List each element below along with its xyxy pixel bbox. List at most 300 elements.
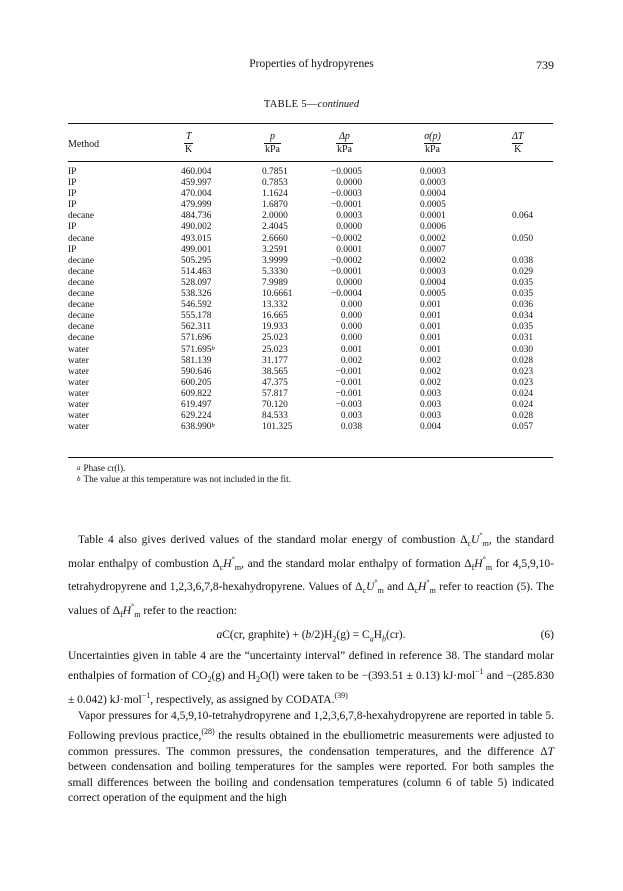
cell-sigma-p-value: 0.001 [420, 333, 442, 344]
cell-temperature [181, 189, 211, 200]
header-delta-t-symbol: ΔT [512, 131, 524, 142]
cell-temperature-value: 499.001 [181, 244, 212, 255]
table-row [0, 189, 623, 200]
cell-sigma-p [420, 300, 441, 311]
table-row [0, 289, 623, 300]
cell-temperature [181, 234, 211, 245]
cell-pressure [262, 245, 288, 256]
cell-pressure-value: 47.375 [262, 377, 288, 388]
cell-method [68, 378, 89, 389]
table-footnotes [77, 463, 291, 485]
paragraph-uncertainties [68, 649, 554, 709]
cell-temperature-value: 459.997 [181, 178, 212, 189]
text-run: ° [479, 531, 483, 540]
cell-pressure-value: 1.1624 [262, 189, 288, 200]
table-row [0, 178, 623, 189]
cell-temperature-value: 600.205 [181, 377, 212, 388]
cell-delta-p-value: −0.0004 [330, 289, 362, 300]
cell-delta-t [512, 378, 533, 389]
table-row [0, 234, 623, 245]
cell-sigma-p-value: 0.0005 [420, 200, 446, 211]
cell-sigma-p-value: 0.004 [420, 422, 442, 433]
cell-temperature-value: 490.002 [181, 222, 212, 233]
table-row [0, 311, 623, 322]
cell-temperature-value: 484.736 [181, 211, 212, 222]
text-run: H [418, 581, 427, 594]
cell-delta-p-value: 0.038 [340, 422, 362, 433]
text-run: Table 4 also gives derived values of the standard molar energy of combustion Δ [78, 533, 468, 546]
cell-method-value: water [68, 411, 89, 422]
table-row [0, 356, 623, 367]
cell-pressure-value: 38.565 [262, 366, 288, 377]
cell-pressure-value: 31.177 [262, 355, 288, 366]
cell-temperature [181, 300, 211, 311]
text-run: , respectively, as assigned by CODATA. [150, 694, 335, 707]
cell-pressure-value: 13.332 [262, 300, 288, 311]
text-run: (g) = C [336, 628, 370, 641]
cell-sigma-p [420, 200, 446, 211]
text-run: ° [231, 554, 235, 564]
cell-method-value: IP [68, 167, 77, 177]
cell-temperature-value: 581.139 [181, 355, 212, 366]
text-run: refer to reaction (5). The values of Δ [68, 581, 554, 617]
cell-method-value: decane [68, 255, 95, 266]
table-caption [0, 99, 623, 110]
text-run: c [362, 586, 367, 596]
cell-sigma-p [420, 211, 446, 222]
cell-method [68, 400, 89, 411]
table-row [0, 300, 623, 311]
cell-delta-p [322, 245, 362, 256]
text-run: H [122, 604, 132, 617]
cell-pressure-value: 0.7853 [262, 178, 288, 189]
cell-pressure [262, 389, 288, 400]
cell-delta-t-value: 0.034 [512, 311, 534, 322]
cell-pressure [262, 189, 288, 200]
cell-delta-p-value: −0.0001 [330, 266, 362, 277]
footnote-marker: b [211, 344, 215, 352]
cell-delta-p-value: −0.0003 [330, 189, 362, 200]
cell-delta-t-value: 0.024 [512, 399, 534, 410]
cell-delta-p-value: 0.0000 [336, 222, 362, 233]
text-run: and Δ [383, 581, 415, 594]
cell-delta-p [322, 222, 362, 233]
cell-delta-p-value: −0.001 [335, 366, 362, 377]
cell-sigma-p-value: 0.001 [420, 344, 442, 355]
cell-method [68, 222, 76, 233]
table-row [0, 422, 623, 433]
cell-temperature [181, 367, 211, 378]
table-row [0, 345, 623, 356]
cell-delta-p [322, 367, 362, 378]
cell-method-value: IP [68, 200, 77, 211]
cell-temperature [181, 167, 211, 178]
table-row [0, 400, 623, 411]
cell-temperature-value: 619.497 [181, 399, 212, 410]
text-run: ° [131, 602, 135, 612]
cell-delta-t [512, 411, 533, 422]
cell-sigma-p [420, 367, 441, 378]
cell-temperature [181, 422, 215, 433]
cell-delta-t [512, 234, 533, 245]
text-run: U [366, 581, 375, 594]
cell-delta-t [512, 400, 533, 411]
cell-pressure [262, 367, 288, 378]
cell-delta-p-value: −0.0005 [330, 167, 362, 177]
cell-sigma-p-value: 0.002 [420, 366, 442, 377]
cell-pressure [262, 356, 288, 367]
equation-6 [68, 623, 554, 649]
table-row [0, 278, 623, 289]
text-run: H [474, 557, 483, 570]
text-run: U [471, 533, 480, 546]
cell-temperature [181, 322, 211, 333]
cell-method-value: decane [68, 300, 95, 311]
text-run: m [234, 562, 242, 572]
cell-method [68, 189, 76, 200]
cell-method [68, 389, 89, 400]
text-run: m [429, 586, 436, 596]
text-run: 2 [332, 634, 337, 644]
cell-method [68, 356, 89, 367]
text-run: , the standard molar enthalpy of combustion Δ [68, 533, 554, 570]
cell-delta-p-value: 0.001 [340, 344, 362, 355]
cell-delta-t [512, 422, 533, 433]
table-row [0, 211, 623, 222]
cell-delta-p-value: 0.0001 [336, 244, 362, 255]
cell-method-value: IP [68, 222, 77, 233]
cell-pressure [262, 289, 292, 300]
cell-pressure-value: 19.933 [262, 322, 288, 333]
cell-sigma-p [420, 356, 441, 367]
cell-temperature-value: 609.822 [181, 388, 212, 399]
cell-pressure-value: 7.9989 [262, 277, 288, 288]
text-run: /2)H [311, 628, 333, 641]
cell-sigma-p-value: 0.0007 [420, 244, 446, 255]
cell-method-value: decane [68, 277, 95, 288]
cell-pressure-value: 10.6661 [262, 289, 293, 300]
text-run: c [467, 539, 472, 549]
cell-method-value: decane [68, 211, 95, 222]
cell-method-value: water [68, 422, 89, 433]
text-run: , and the standard molar enthalpy of formation Δ [241, 557, 472, 570]
cell-sigma-p [420, 189, 446, 200]
text-run: a [369, 634, 374, 644]
cell-method-value: decane [68, 233, 95, 244]
cell-temperature [181, 178, 211, 189]
cell-sigma-p-value: 0.0003 [420, 167, 446, 177]
header-pressure [264, 131, 281, 156]
cell-temperature [181, 389, 211, 400]
cell-temperature [181, 378, 211, 389]
cell-delta-p [322, 200, 362, 211]
equation-body [68, 628, 554, 647]
header-delta-t-unit: K [512, 143, 523, 156]
table-row [0, 322, 623, 333]
table-row [0, 200, 623, 211]
cell-method-value: decane [68, 311, 95, 322]
footnote-mark: a [77, 464, 81, 472]
header-delta-p-unit: kPa [337, 144, 352, 155]
cell-temperature-value: 629.224 [181, 411, 212, 422]
cell-pressure-value: 57.817 [262, 388, 288, 399]
cell-delta-p-value: −0.001 [335, 388, 362, 399]
cell-delta-p [322, 311, 362, 322]
page-number: 739 [536, 58, 554, 72]
text-run: ° [374, 578, 378, 588]
cell-method-value: IP [68, 189, 77, 200]
cell-pressure-value: 70.120 [262, 399, 288, 410]
cell-delta-p [322, 400, 362, 411]
cell-pressure [262, 267, 288, 278]
cell-delta-t [512, 333, 533, 344]
cell-pressure [262, 167, 288, 178]
cell-pressure [262, 300, 288, 311]
cell-temperature [181, 211, 211, 222]
cell-temperature-value: 470.004 [181, 189, 212, 200]
cell-pressure [262, 400, 288, 411]
cell-delta-p [322, 234, 362, 245]
cell-sigma-p [420, 278, 446, 289]
table-caption-label: TABLE 5— [263, 99, 318, 110]
cell-method-value: water [68, 344, 89, 355]
cell-delta-p-value: 0.0000 [336, 277, 362, 288]
cell-delta-t-value: 0.023 [512, 366, 534, 377]
cell-sigma-p [420, 289, 446, 300]
cell-temperature-value: 505.295 [181, 255, 212, 266]
cell-temperature [181, 289, 211, 300]
cell-delta-p-value: 0.000 [340, 322, 362, 333]
cell-method-value: decane [68, 289, 95, 300]
cell-delta-t-value: 0.031 [512, 333, 534, 344]
cell-method [68, 245, 76, 256]
cell-delta-p-value: −0.0001 [330, 200, 362, 211]
cell-method [68, 278, 94, 289]
header-sigma-p-unit: kPa [425, 144, 440, 155]
cell-sigma-p [420, 222, 446, 233]
cell-method [68, 167, 76, 178]
cell-delta-p-value: −0.0002 [330, 255, 362, 266]
cell-delta-p [322, 411, 362, 422]
paragraph-vapor-pressures [68, 709, 554, 807]
cell-delta-p-value: 0.000 [340, 333, 362, 344]
cell-method [68, 422, 89, 433]
cell-method-value: water [68, 377, 89, 388]
cell-temperature-value: 562.311 [181, 322, 212, 333]
cell-pressure-value: 3.2591 [262, 244, 288, 255]
cell-temperature-value: 479.999 [181, 200, 212, 211]
cell-sigma-p [420, 267, 446, 278]
cell-delta-t-value: 0.038 [512, 255, 534, 266]
text-run: 2 [207, 675, 212, 685]
text-run: (28) [201, 727, 215, 737]
cell-method [68, 234, 94, 245]
cell-sigma-p [420, 422, 441, 433]
cell-delta-t [512, 322, 533, 333]
table-top-rule [68, 123, 553, 124]
cell-delta-t-value: 0.036 [512, 300, 534, 311]
cell-delta-p-value: −0.003 [335, 399, 362, 410]
header-delta-p [336, 131, 353, 156]
cell-method-value: water [68, 399, 89, 410]
cell-sigma-p-value: 0.002 [420, 355, 442, 366]
text-run: a [216, 628, 223, 641]
text-run: for 4,5,9,10-tetrahydropyrene and 1,2,3,6,7,8-hexahydropyrene. Values of Δ [68, 557, 554, 594]
cell-pressure [262, 211, 288, 222]
cell-delta-p [322, 378, 362, 389]
cell-delta-p [322, 333, 362, 344]
paragraph-combustion [68, 528, 554, 623]
cell-pressure-value: 2.4045 [262, 222, 288, 233]
cell-delta-t [512, 278, 533, 289]
cell-delta-p [322, 300, 362, 311]
cell-pressure [262, 256, 288, 267]
header-temperature-symbol: T [185, 131, 192, 142]
cell-temperature-value: 571.695 [181, 344, 212, 355]
cell-method [68, 367, 89, 378]
cell-method [68, 311, 94, 322]
cell-pressure-value: 25.023 [262, 344, 288, 355]
cell-pressure-value: 16.665 [262, 311, 288, 322]
text-run: O(l) were taken to be −(393.51 ± 0.13) kJ·mol [259, 670, 476, 683]
cell-temperature-value: 590.646 [181, 366, 212, 377]
body-text [68, 528, 554, 807]
cell-temperature-value: 514.463 [181, 266, 212, 277]
table-row [0, 333, 623, 344]
cell-temperature [181, 278, 211, 289]
cell-temperature-value: 555.178 [181, 311, 212, 322]
cell-delta-t-value: 0.035 [512, 277, 534, 288]
cell-sigma-p-value: 0.002 [420, 377, 442, 388]
header-delta-p-symbol: Δp [339, 131, 350, 142]
cell-temperature [181, 333, 211, 344]
cell-method [68, 267, 94, 278]
table-row [0, 167, 623, 178]
cell-delta-p [322, 178, 362, 189]
cell-delta-p-value: 0.000 [340, 300, 362, 311]
cell-temperature [181, 345, 215, 356]
cell-temperature [181, 200, 211, 211]
cell-temperature-value: 528.097 [181, 277, 212, 288]
cell-delta-p [322, 356, 362, 367]
cell-sigma-p [420, 378, 441, 389]
text-run: f [471, 562, 475, 572]
cell-delta-p [322, 322, 362, 333]
text-run: the results obtained in the ebulliometric measurements were adjusted to common pressures. The common pressures, the condensation temperatures, and the difference Δ [68, 730, 554, 758]
cell-method-value: water [68, 388, 89, 399]
cell-pressure-value: 0.7851 [262, 167, 288, 177]
header-sigma-p-symbol: σ(p) [424, 131, 441, 142]
cell-sigma-p-value: 0.003 [420, 399, 442, 410]
table-bottom-rule [68, 457, 553, 458]
cell-delta-p-value: 0.0000 [336, 178, 362, 189]
cell-pressure [262, 311, 288, 322]
text-run: m [485, 562, 493, 572]
text-run: H [223, 557, 232, 570]
cell-method-value: decane [68, 322, 95, 333]
header-temperature [184, 131, 193, 156]
table-caption-continued: continued [317, 99, 360, 110]
cell-delta-p-value: −0.0002 [330, 233, 362, 244]
header-temperature-unit: K [185, 144, 193, 155]
text-run: (cr). [386, 628, 406, 641]
header-pressure-unit: kPa [265, 144, 280, 155]
cell-method [68, 211, 94, 222]
table-row [0, 378, 623, 389]
table-row [0, 245, 623, 256]
cell-delta-t-value: 0.030 [512, 344, 534, 355]
header-delta-t [512, 131, 523, 156]
text-run: Uncertainties given in table 4 are the “uncertainty interval” defined in reference 38. The standard molar enthalpies of formation of CO [68, 649, 554, 683]
cell-pressure-value: 84.533 [262, 411, 288, 422]
cell-delta-t-value: 0.024 [512, 388, 534, 399]
cell-pressure-value: 101.325 [262, 422, 293, 433]
cell-temperature [181, 245, 211, 256]
cell-pressure [262, 411, 288, 422]
cell-delta-t-value: 0.035 [512, 289, 534, 300]
cell-delta-p [322, 256, 362, 267]
cell-delta-t [512, 389, 533, 400]
cell-method-value: decane [68, 266, 95, 277]
cell-method [68, 345, 89, 356]
cell-method [68, 333, 94, 344]
text-run: (g) and H [211, 670, 256, 683]
cell-temperature-value: 638.990 [181, 422, 212, 433]
cell-method [68, 289, 94, 300]
cell-sigma-p-value: 0.0003 [420, 178, 446, 189]
footnote-marker: b [211, 422, 215, 430]
table-body [0, 167, 623, 433]
footnote [77, 463, 291, 474]
cell-delta-p-value: −0.001 [335, 377, 362, 388]
cell-delta-t-value: 0.064 [512, 211, 534, 222]
footnote [77, 474, 291, 485]
cell-temperature-value: 538.326 [181, 289, 212, 300]
header-sigma-p [424, 131, 441, 156]
cell-sigma-p-value: 0.0004 [420, 189, 446, 200]
cell-temperature-value: 493.015 [181, 233, 212, 244]
cell-temperature [181, 400, 211, 411]
cell-pressure [262, 178, 288, 189]
cell-delta-p-value: 0.0003 [336, 211, 362, 222]
cell-delta-p [322, 345, 362, 356]
cell-delta-p [322, 278, 362, 289]
table-header-rule [68, 161, 553, 162]
cell-sigma-p [420, 333, 441, 344]
text-run: m [482, 539, 489, 549]
cell-sigma-p [420, 345, 441, 356]
cell-delta-t [512, 256, 533, 267]
cell-delta-t-value: 0.050 [512, 233, 534, 244]
text-run: b [382, 634, 387, 644]
cell-delta-p [322, 289, 362, 300]
cell-method-value: IP [68, 244, 77, 255]
text-run: refer to the reaction: [140, 604, 237, 617]
cell-pressure [262, 378, 288, 389]
text-run: ° [482, 554, 486, 564]
cell-temperature-value: 460.004 [181, 167, 212, 177]
header-pressure-symbol: p [270, 131, 275, 142]
cell-temperature [181, 256, 211, 267]
table-row [0, 267, 623, 278]
cell-temperature [181, 356, 211, 367]
text-run: Vapor pressures for 4,5,9,10-tetrahydropyrene and 1,2,3,6,7,8-hexahydropyrene are reported in table 5. Following previous practice, [68, 709, 554, 743]
cell-delta-p [322, 189, 362, 200]
cell-pressure [262, 422, 292, 433]
cell-temperature-value: 571.696 [181, 333, 212, 344]
cell-temperature [181, 311, 211, 322]
cell-delta-p [322, 211, 362, 222]
